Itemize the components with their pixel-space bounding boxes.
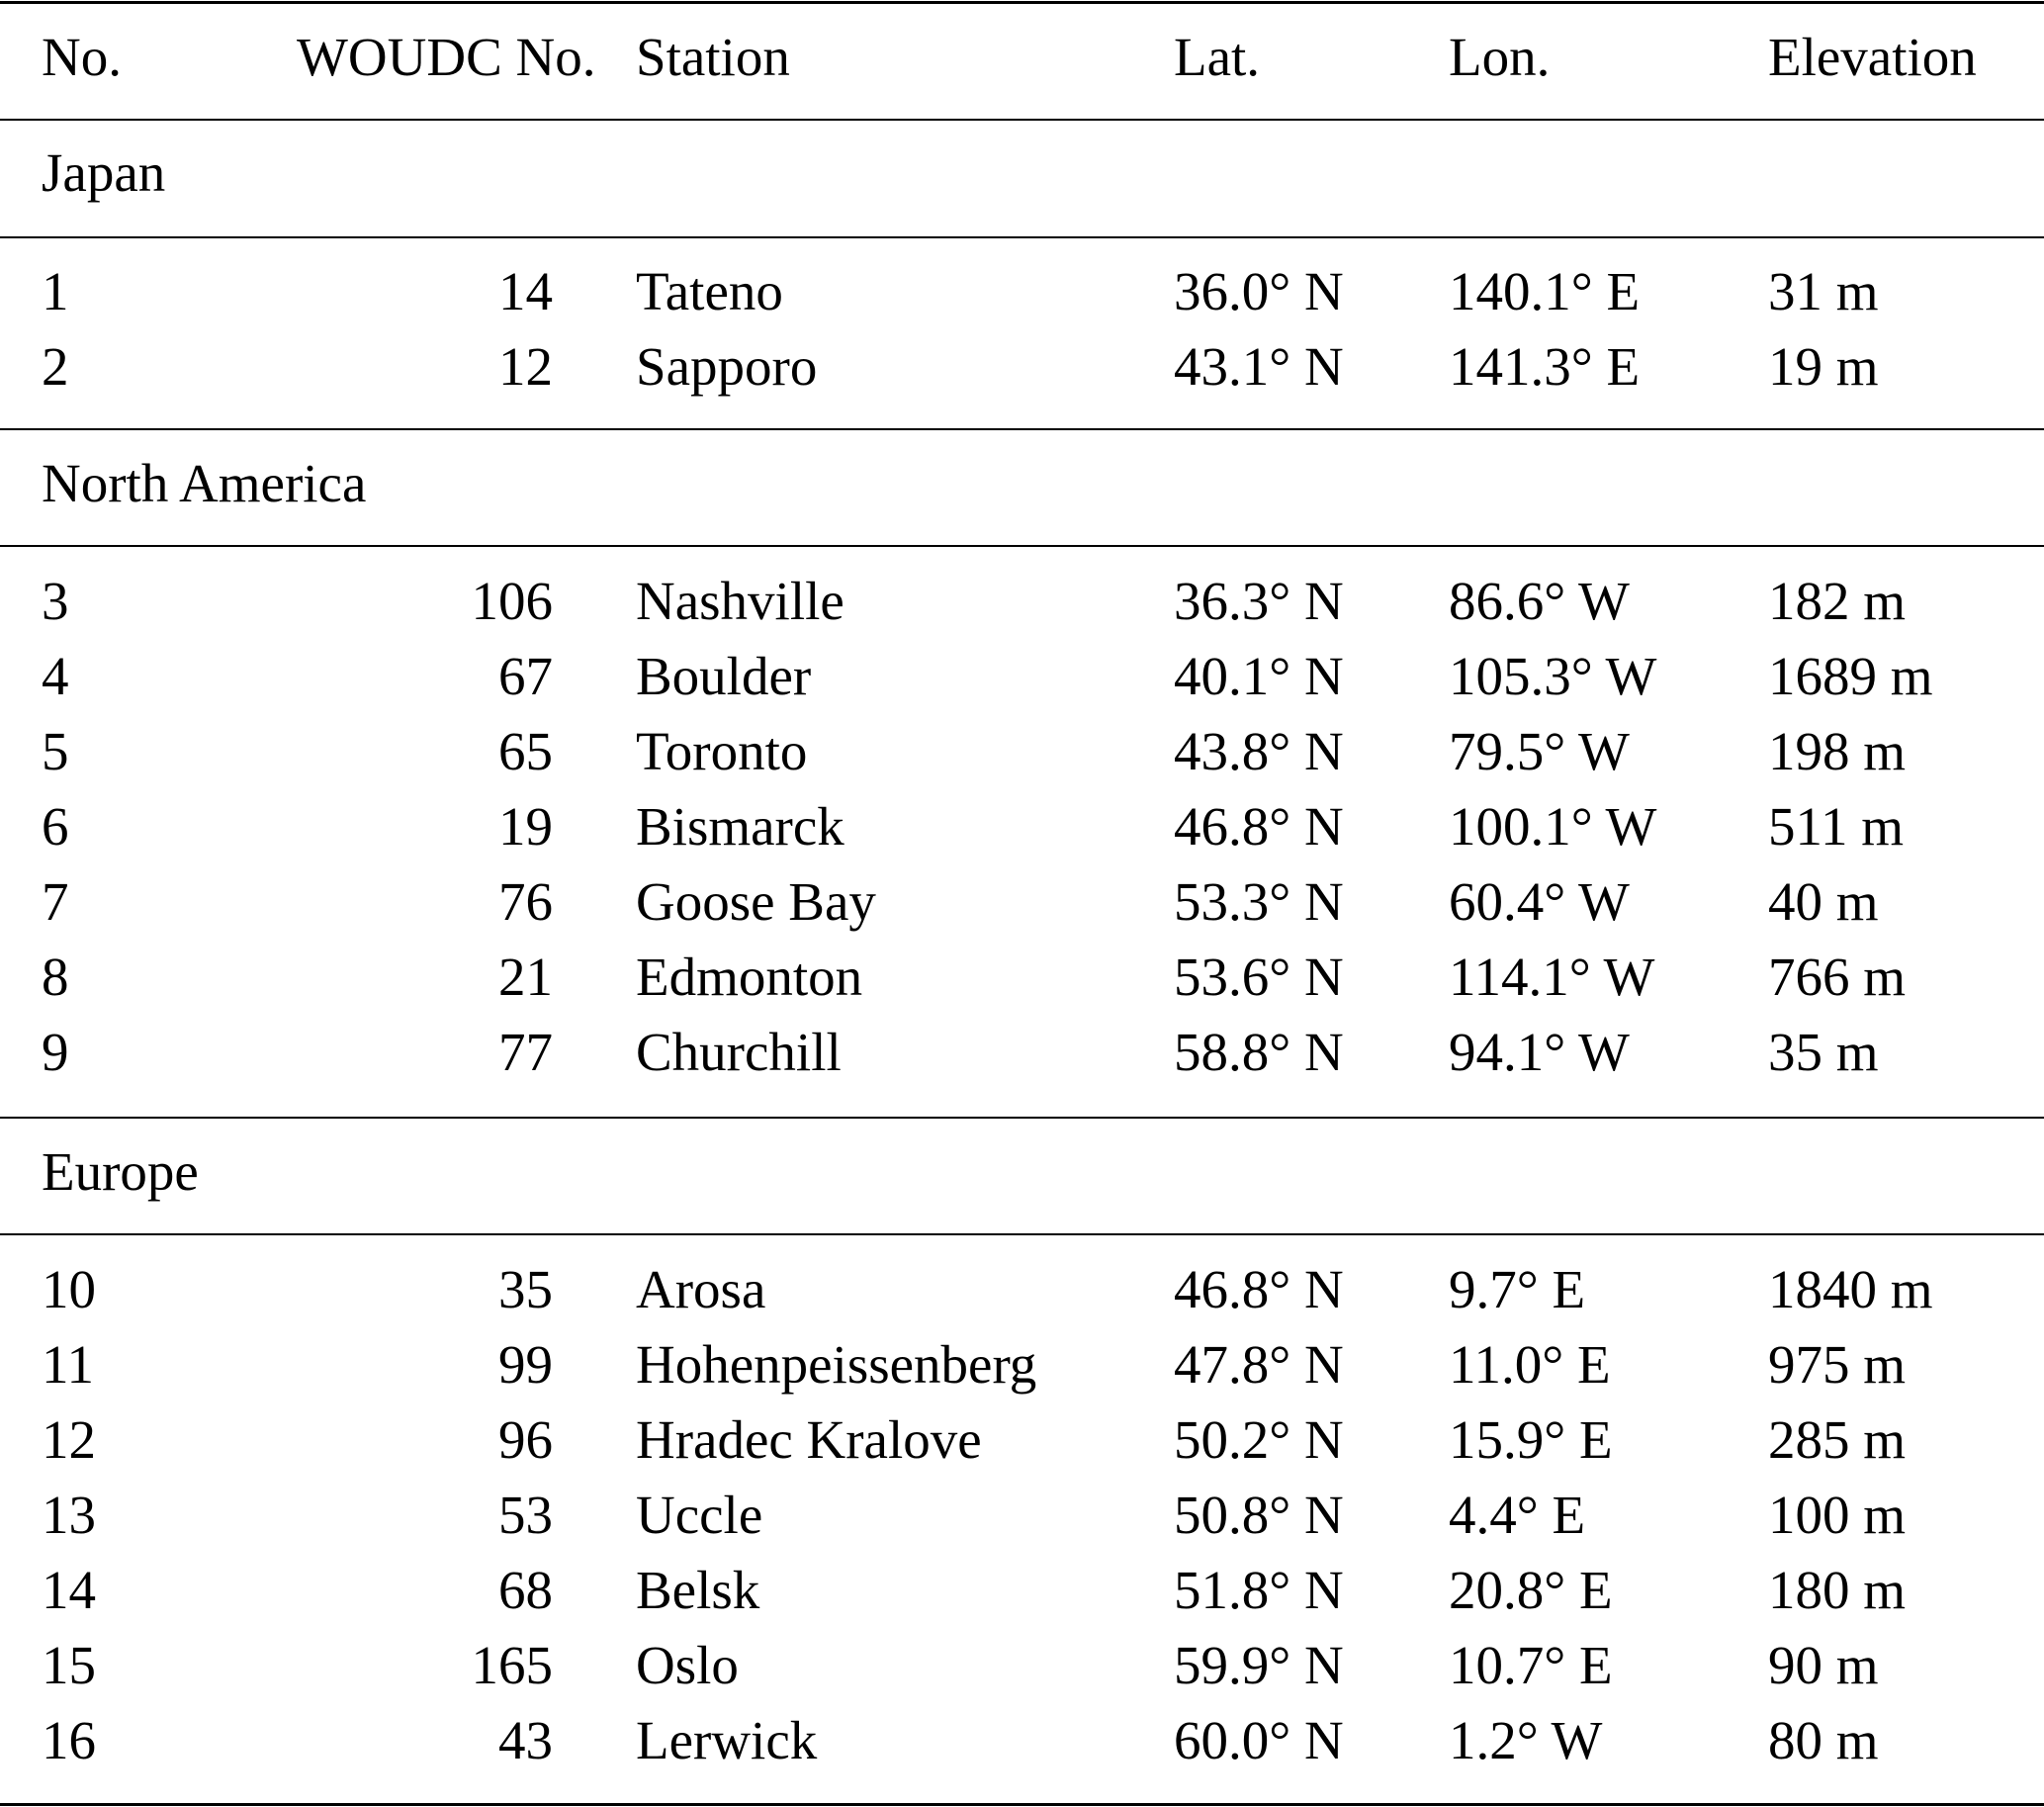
- cell-lat: 53.3° N: [1174, 871, 1344, 932]
- cell-no: 2: [42, 336, 69, 397]
- cell-lat: 51.8° N: [1174, 1560, 1344, 1620]
- cell-lon: 15.9° E: [1449, 1409, 1613, 1470]
- cell-lon: 94.1° W: [1449, 1022, 1630, 1082]
- cell-lon: 105.3° W: [1449, 646, 1657, 706]
- cell-elevation: 1840 m: [1768, 1259, 1933, 1319]
- cell-no: 5: [42, 721, 69, 781]
- cell-elevation: 182 m: [1768, 571, 1907, 631]
- cell-lat: 36.0° N: [1174, 261, 1344, 321]
- header-station: Station: [636, 27, 790, 87]
- section-end-rule-japan: [0, 428, 2044, 430]
- section-rule-europe: [0, 1233, 2044, 1235]
- cell-no: 7: [42, 871, 69, 932]
- cell-no: 11: [42, 1334, 94, 1395]
- header-lon: Lon.: [1449, 27, 1551, 87]
- cell-woudc-no: 19: [498, 796, 553, 857]
- section-label-europe: Europe: [42, 1141, 199, 1202]
- cell-no: 12: [42, 1409, 96, 1470]
- cell-no: 16: [42, 1710, 96, 1770]
- cell-woudc-no: 43: [498, 1710, 553, 1770]
- cell-elevation: 180 m: [1768, 1560, 1907, 1620]
- cell-woudc-no: 165: [471, 1635, 553, 1695]
- cell-lon: 60.4° W: [1449, 871, 1630, 932]
- cell-lon: 4.4° E: [1449, 1485, 1586, 1545]
- header-lat: Lat.: [1174, 27, 1261, 87]
- cell-woudc-no: 67: [498, 646, 553, 706]
- cell-elevation: 100 m: [1768, 1485, 1907, 1545]
- cell-lat: 36.3° N: [1174, 571, 1344, 631]
- cell-lon: 100.1° W: [1449, 796, 1657, 857]
- cell-woudc-no: 65: [498, 721, 553, 781]
- cell-woudc-no: 96: [498, 1409, 553, 1470]
- cell-lat: 58.8° N: [1174, 1022, 1344, 1082]
- cell-elevation: 198 m: [1768, 721, 1907, 781]
- cell-station: Tateno: [636, 261, 783, 321]
- section-end-rule-north-america: [0, 1117, 2044, 1119]
- table-bottom-rule: [0, 1803, 2044, 1806]
- cell-no: 6: [42, 796, 69, 857]
- cell-lat: 40.1° N: [1174, 646, 1344, 706]
- cell-lon: 11.0° E: [1449, 1334, 1611, 1395]
- cell-station: Hohenpeissenberg: [636, 1334, 1037, 1395]
- cell-lon: 140.1° E: [1449, 261, 1641, 321]
- section-label-japan: Japan: [42, 142, 166, 203]
- cell-lon: 1.2° W: [1449, 1710, 1603, 1770]
- cell-elevation: 80 m: [1768, 1710, 1879, 1770]
- cell-lat: 50.8° N: [1174, 1485, 1344, 1545]
- cell-station: Belsk: [636, 1560, 760, 1620]
- cell-no: 10: [42, 1259, 96, 1319]
- cell-woudc-no: 106: [471, 571, 553, 631]
- cell-station: Uccle: [636, 1485, 763, 1545]
- cell-station: Toronto: [636, 721, 808, 781]
- cell-lat: 47.8° N: [1174, 1334, 1344, 1395]
- cell-lon: 79.5° W: [1449, 721, 1630, 781]
- cell-station: Arosa: [636, 1259, 766, 1319]
- section-label-north-america: North America: [42, 453, 367, 513]
- cell-woudc-no: 21: [498, 947, 553, 1007]
- header-elevation: Elevation: [1768, 27, 1977, 87]
- cell-lat: 53.6° N: [1174, 947, 1344, 1007]
- cell-elevation: 31 m: [1768, 261, 1879, 321]
- cell-woudc-no: 76: [498, 871, 553, 932]
- cell-lat: 46.8° N: [1174, 796, 1344, 857]
- cell-no: 4: [42, 646, 69, 706]
- cell-woudc-no: 53: [498, 1485, 553, 1545]
- table-top-rule: [0, 1, 2044, 4]
- cell-station: Bismarck: [636, 796, 844, 857]
- cell-lon: 10.7° E: [1449, 1635, 1613, 1695]
- cell-no: 13: [42, 1485, 96, 1545]
- cell-no: 15: [42, 1635, 96, 1695]
- section-rule-japan: [0, 236, 2044, 238]
- cell-elevation: 511 m: [1768, 796, 1904, 857]
- cell-lat: 50.2° N: [1174, 1409, 1344, 1470]
- cell-lat: 43.1° N: [1174, 336, 1344, 397]
- cell-station: Oslo: [636, 1635, 739, 1695]
- section-rule-north-america: [0, 545, 2044, 547]
- cell-lon: 9.7° E: [1449, 1259, 1586, 1319]
- cell-elevation: 35 m: [1768, 1022, 1879, 1082]
- cell-elevation: 975 m: [1768, 1334, 1907, 1395]
- cell-lon: 141.3° E: [1449, 336, 1641, 397]
- cell-elevation: 1689 m: [1768, 646, 1933, 706]
- cell-lon: 86.6° W: [1449, 571, 1630, 631]
- cell-station: Nashville: [636, 571, 844, 631]
- cell-elevation: 285 m: [1768, 1409, 1907, 1470]
- cell-woudc-no: 77: [498, 1022, 553, 1082]
- cell-woudc-no: 35: [498, 1259, 553, 1319]
- cell-lat: 43.8° N: [1174, 721, 1344, 781]
- cell-woudc-no: 14: [498, 261, 553, 321]
- cell-station: Boulder: [636, 646, 812, 706]
- cell-no: 1: [42, 261, 69, 321]
- cell-lon: 114.1° W: [1449, 947, 1655, 1007]
- header-rule: [0, 119, 2044, 121]
- cell-station: Churchill: [636, 1022, 842, 1082]
- cell-woudc-no: 68: [498, 1560, 553, 1620]
- cell-station: Edmonton: [636, 947, 863, 1007]
- cell-lat: 60.0° N: [1174, 1710, 1344, 1770]
- cell-elevation: 90 m: [1768, 1635, 1879, 1695]
- cell-station: Goose Bay: [636, 871, 876, 932]
- cell-woudc-no: 12: [498, 336, 553, 397]
- cell-no: 9: [42, 1022, 69, 1082]
- cell-woudc-no: 99: [498, 1334, 553, 1395]
- cell-elevation: 19 m: [1768, 336, 1879, 397]
- header-woudc-no: WOUDC No.: [297, 27, 596, 87]
- cell-station: Hradec Kralove: [636, 1409, 982, 1470]
- cell-no: 3: [42, 571, 69, 631]
- cell-lat: 59.9° N: [1174, 1635, 1344, 1695]
- header-no: No.: [42, 27, 122, 87]
- cell-elevation: 40 m: [1768, 871, 1879, 932]
- cell-no: 14: [42, 1560, 96, 1620]
- cell-no: 8: [42, 947, 69, 1007]
- cell-elevation: 766 m: [1768, 947, 1907, 1007]
- cell-station: Sapporo: [636, 336, 818, 397]
- cell-lat: 46.8° N: [1174, 1259, 1344, 1319]
- cell-lon: 20.8° E: [1449, 1560, 1613, 1620]
- cell-station: Lerwick: [636, 1710, 818, 1770]
